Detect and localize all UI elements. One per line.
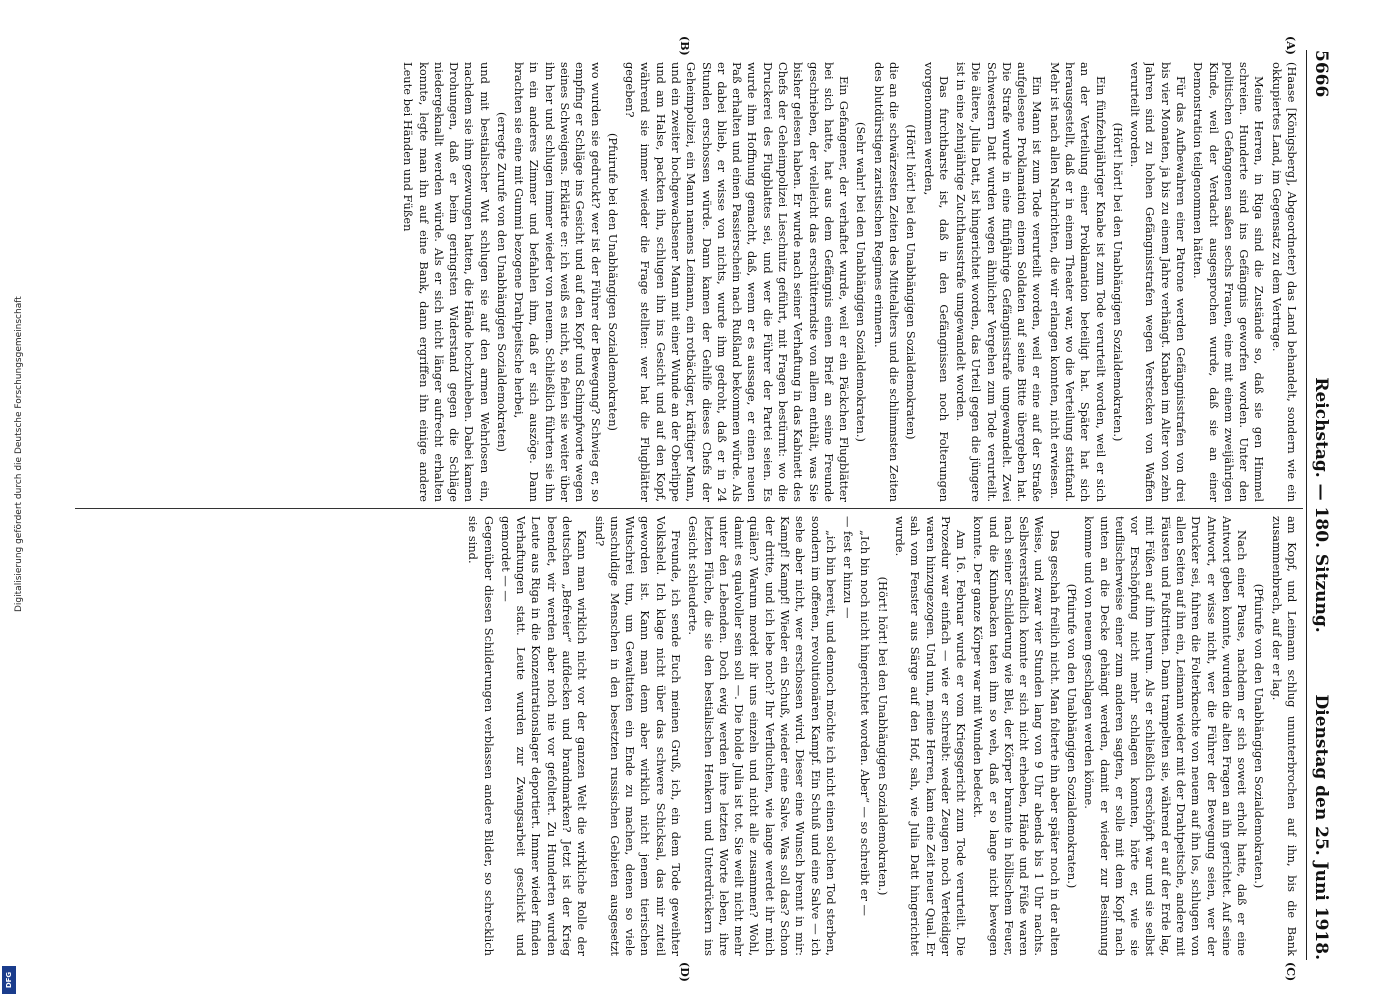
interjection: (Hört! hört! bei den Unabhängigen Sozialdemokraten.) xyxy=(1110,122,1125,442)
page-header xyxy=(1306,50,1333,960)
paragraph: wo wurden sie gedruckt? wer ist der Führer der Bewegung? Schwieg er, so empfing er Schläge ins Gesicht und auf den Kopf und Schimpfworte wegen seines Schweigens. Erklärte er: ich weiß es nicht, so fielen sie weiter über ihn her und schlugen immer wieder von neuem. Schließlich führten sie ihn in ein anderes Zimmer und befahlen ihm, daß er sich auszöge. Dann brachten sie eine mit Gummi bezogene Drahtpeitsche herbei, xyxy=(512,62,603,502)
interjection: (erregte Zurufe von den Unabhängigen Sozialdemokraten) xyxy=(494,112,509,452)
dfg-logo xyxy=(2,966,16,994)
paragraph: — fest er hinzu — xyxy=(841,516,856,619)
left-column xyxy=(79,62,1299,502)
interjection: (Hört! hört! bei den Unabhängigen Sozialdemokraten) xyxy=(904,124,919,440)
scanned-page xyxy=(63,36,1333,982)
paragraph: Gegenüber diesen Schilderungen verblassen andere Bilder, so schrecklich sie sind. xyxy=(466,516,496,956)
paragraph: Das geschah freilich nicht. Man folterte ihn aber später noch in der alten Weise, und zwar vier Stunden lang von 9 Uhr abends bis 1 Uhr nachts. Selbstverständlich konnte er sich nicht erheben, Hände und Füße waren nach seiner Schilderung wie Blei, der Körper brannte in höllischem Feuer, und die Kinnbacken taten ihm so weh, daß er so lange nicht bewegen konnte. Der ganze Körper war mit Wunden bedeckt. xyxy=(971,516,1062,956)
quote-paragraph: Kann man wirklich nicht vor der ganzen Welt die wirkliche Rolle der deutschen „Befreier“ aufdecken und brandmarken? Jetzt ist der Krieg beendet, wir werden aber noch nie vor gefoltert. Zu Hunderten wurden Leute aus Riga in die Konzentrationslager deportiert. Immer wieder finden Verhaftungen statt. Leute wurden zur Zwangsarbeit geschickt und gemordet — — xyxy=(498,516,590,956)
paragraph: die an die schwärzesten Zeiten des Mittelalters und die schlimmsten Zeiten des blutdürstigen zaristischen Regimes erinnern. xyxy=(871,62,901,502)
margin-mark-b: (B) xyxy=(678,36,691,56)
interjection: (Pfuirufe von den Unabhängigen Sozialdemokraten.) xyxy=(1065,583,1080,889)
interjection: (Hört! hört! bei den Unabhängigen Sozialdemokraten.) xyxy=(875,576,890,896)
paragraph: Ein Mann ist zum Tode verurteilt worden, weil er eine auf der Straße aufgelesene Proklamation einem Soldaten auf seine Bitte übergeben hat. Die Strafe wurde in eine fünfjährige Gefängnisstrafe umgewandelt. Zwei Schwestern Datt wurden wegen ähnlicher Vergehen zum Tode verurteilt. Die ältere, Julia Datt, ist hingerichtet worden, das Urteil gegen die jüngere ist in eine zehnjährige Zuchthausstrafe umgewandelt worden. xyxy=(954,62,1045,502)
paragraph: Ein Gefangener, der verhaftet wurde, weil er ein Päckchen Flugblätter bei sich hatte, hat aus dem Gefängnis einen Brief an seine Freunde geschrieben, der vielleicht das erschütterndste von allem enthält, was Sie bisher gelesen haben. Er wurde nach seiner Verhaftung in das Kabinett des Chefs der Geheimpolizei Lieschnitz geführt, mit Fragen bestürmt: wo die Druckerei des Flugblattes sei, und wer die Führer der Partei seien. Es wurde ihm Hoffnung gemacht, daß, wenn er es aussage, er einen neuen Paß erhalten und einen Passierschein nach Rußland bekommen würde. Als er dabei blieb, er wisse von nichts, wurde ihm gedroht, daß er in 24 Stunden erschossen würde. Dann kamen der Gehilfe dieses Chefs der Geheimpolizei, ein Mann namens Leimann, ein rotbäckiger, kräftiger Mann, und ein zweiter hochgewachsener Mann mit einer Wunde an der Oberlippe und am Halse, packten ihn, schlugen ihn ins Gesicht und auf den Kopf, während sie immer wieder die Frage stellten: wer hat die Flugblätter gegeben? xyxy=(623,62,852,502)
paragraph: Das furchtbarste ist, daß in den Gefängnissen noch Folterungen vorgenommen werden, xyxy=(921,62,951,502)
header-date: Dienstag den 25. Juni 1918. xyxy=(1311,694,1331,960)
header-title: Reichstag. — 180. Sitzung. xyxy=(1311,377,1331,633)
interjection: (Sehr wahr! bei den Unabhängigen Sozialdemokraten.) xyxy=(854,122,869,442)
quote-paragraph: Freunde, ich sende Euch meinen Gruß, ich, ein dem Tode geweihter Volksheld. Ich klage nicht über das schwere Schicksal, das mir zuteil geworden ist. Kann man denn aber wirklich nicht jenem tierischen Wutschrei tun, um Gewalttaten ein Ende zu machen, denen so viele unschuldige Menschen in den besetzten russischen Gebieten ausgesetzt sind? xyxy=(592,516,684,956)
margin-mark-a: (A) xyxy=(1284,36,1297,55)
interjection: (Pfuirufe bei den Unabhängigen Sozialdemokraten) xyxy=(605,132,620,432)
paragraph: Für das Aufbewahren einer Patrone werden Gefängnisstrafen von drei bis vier Monaten, ja bis zu einem Jahre verhängt. Knaben im Alter von zehn Jahren sind zu hohen Gefängnisstrafen wegen Verstecken von Waffen verurteilt worden. xyxy=(1128,62,1189,502)
right-column xyxy=(79,516,1299,956)
column-divider xyxy=(75,508,1303,509)
paragraph: Ein fünfzehnjähriger Knabe ist zum Tode verurteilt worden, weil er sich an der Verteilung einer Proklamation beteiligt hat. Später hat sich herausgestellt, daß er in einem Theater war, wo die Verteilung stattfand. Mehr ist nach allen Nachrichten, die wir erlangen konnten, nicht erwiesen. xyxy=(1047,62,1108,502)
quote-paragraph: „ich bin bereit, und dennoch möchte ich nicht einen solchen Tod sterben, sondern im offenen, revolutionären Kampf. Ein Schuß und eine Salve — ich sehe aber nicht, wer erschossen wird. Dieser eine Wunsch brennt in mir: Kampf! Kampf! Wieder ein Schuß, wieder eine Salve. Was soll das? Schon der dritte, und ich lebe noch? Ihr Verfluchten, wie lange werdet ihr mich quälen? Warum mordet ihr uns einzeln und nicht alle zusammen? Wohl, damit es qualvoller sein soll —. Die holde Julia ist tot. Sie weilt nicht mehr unter den Lebenden. Doch ewig werden ihre letzten Worte leben, ihre letzten Flüche, die sie den bestialischen Henkern und Unterdrückern ins Gesicht schleuderte. xyxy=(686,516,838,956)
paragraph: (Haase [Königsberg], Abgeordneter) das Land behandelt, sondern wie ein okkupiertes Land, im Gegensatz zu dem Vertrage. xyxy=(1269,62,1299,502)
margin-mark-d: (D) xyxy=(678,962,691,982)
paragraph: Nach einer Pause, nachdem er sich soweit erholt hatte, daß er eine Antwort geben konnte, wurden die alten Fragen an ihn gerichtet. Auf seine Antwort, er wisse nicht, wer die Führer der Bewegung seien, wer der Drucker sei, fuhren die Folterknechte von neuem auf ihn los, schlugen von allen Seiten auf ihn ein, Leimann wieder mit der Drahtpeitsche, andere mit Fäusten und Fußtritten. Dann trampelten sie, während er auf der Erde lag, mit Füßen auf ihm herum. Als er schließlich erschöpft war und sie selbst vor Erschöpfung nicht mehr schlagen konnten, hörte er, wie sie teuflischerweise einer zum anderen sagten, er solle mit dem Kopf nach unten an die Decke gehängt werden, damit er wieder zur Besinnung komme und von neuem geschlagen werden könne. xyxy=(1082,516,1250,956)
paragraph: „Ich bin noch nicht hingerichtet worden. Aber“ — so schreibt er — xyxy=(858,530,873,916)
dfg-logo-text: DFG xyxy=(5,971,13,989)
paragraph: am Kopf, und Leimann schlug ununterbrochen auf ihn, bis die Bank zusammenbrach, auf der er lag. xyxy=(1269,516,1299,956)
interjection: (Pfuirufe von den Unabhängigen Sozialdemokraten.) xyxy=(1252,583,1267,889)
paragraph: und mit bestialischer Wut schlugen sie auf den armen Wehrlosen ein, nachdem sie ihm gezwungen hatten, die Hände hochzuheben. Dabei kamen Drohungen, daß er beim geringsten Widerstand gegen die Schläge niedergeknallt werden würde. Als er sich nicht länger aufrecht erhalten konnte, legte man ihn auf eine Bank, dann ergriffen ihn einige andere Leute bei Händen und Füßen xyxy=(401,62,492,502)
paragraph: Meine Herren, in Riga sind die Zustände so, daß sie gen Himmel schreien. Hunderte sind ins Gefängnis geworfen worden. Unter den politischen Gefangenen saßen sechs Frauen, eine mit einem zweijährigen Kinde, weil der Verdacht ausgesprochen wurde, daß sie an einer Demonstration teilgenommen hätten. xyxy=(1191,62,1267,502)
paragraph: Am 16. Februar wurde er vom Kriegsgericht zum Tode verurteilt. Die Prozedur war einfach — wie er schreibt: weder Zeugen noch Verteidiger waren hinzugezogen. Und nun, meine Herren, kam eine Zeit neuer Qual. Er sah vom Fenster aus Särge auf den Hof, sah, wie Julia Datt hingerichtet wurde. xyxy=(892,516,969,956)
digitization-note: Digitalisierung gefördert durch die Deutsche Forschungsgemeinschaft xyxy=(14,296,24,612)
margin-mark-c: (C) xyxy=(1284,962,1297,982)
page-number: 5666 xyxy=(1311,50,1331,98)
